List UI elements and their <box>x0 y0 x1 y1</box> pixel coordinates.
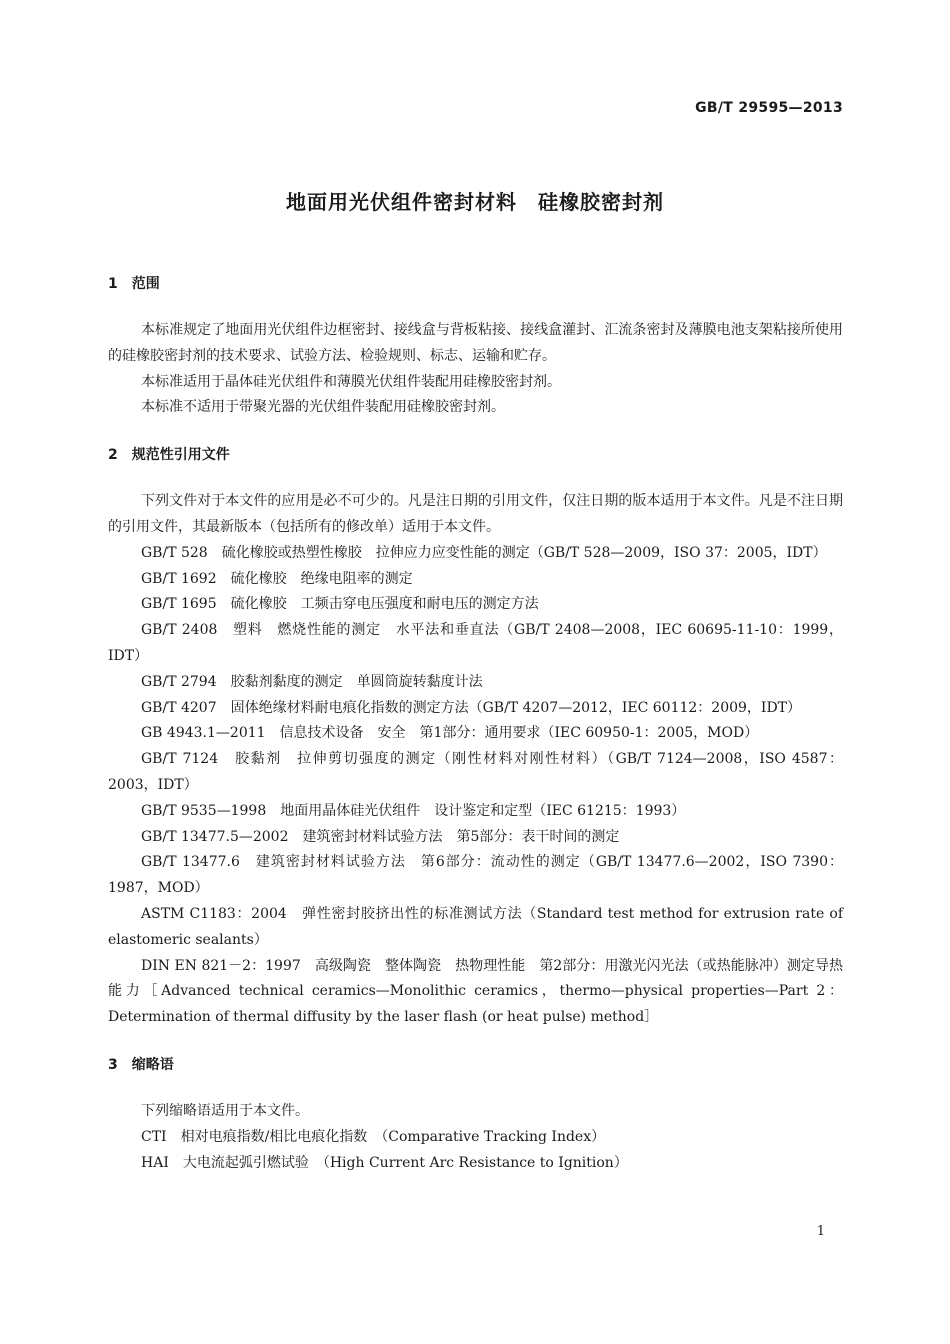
document-body <box>108 272 843 1176</box>
abbreviation-item: HAI 大电流起弧引燃试验 （High Current Arc Resistance to Ignition） <box>141 1154 628 1171</box>
reference-item: GB/T 1692 硫化橡胶 绝缘电阻率的测定 <box>141 570 413 587</box>
page-number: 1 <box>816 1224 825 1239</box>
reference-item: GB/T 4207 固体绝缘材料耐电痕化指数的测定方法（GB/T 4207—2012，IEC 60112：2009，IDT） <box>141 699 802 716</box>
reference-item: ASTM C1183：2004 弹性密封胶挤出性的标准测试方法（Standard test method for extrusion rate of elastomeric sealants） <box>108 905 843 948</box>
reference-item: DIN EN 821－2：1997 高级陶瓷 整体陶瓷 热物理性能 第2部分：用激光闪光法（或热能脉冲）测定导热能力［Advanced technical ceramics—Monolithic ceramics，thermo—physical properties—Part 2：Determination of thermal diffusity by the laser flash (or heat pulse) method］ <box>108 957 843 1026</box>
section-heading-abbreviations: 3 缩略语 <box>108 1056 174 1073</box>
document-title: 地面用光伏组件密封材料 硅橡胶密封剂 <box>286 190 664 214</box>
paragraph: 下列缩略语适用于本文件。 <box>141 1102 309 1119</box>
reference-item: GB/T 9535—1998 地面用晶体硅光伏组件 设计鉴定和定型（IEC 61215：1993） <box>141 802 686 819</box>
section-heading-normative-references: 2 规范性引用文件 <box>108 447 230 464</box>
standard-number: GB/T 29595—2013 <box>695 100 843 116</box>
reference-item: GB/T 7124 胶黏剂 拉伸剪切强度的测定（刚性材料对刚性材料）（GB/T 7124—2008，ISO 4587：2003，IDT） <box>108 751 843 793</box>
reference-item: GB/T 13477.5—2002 建筑密封材料试验方法 第5部分：表干时间的测定 <box>141 828 620 845</box>
reference-item: GB/T 2408 塑料 燃烧性能的测定 水平法和垂直法（GB/T 2408—2008，IEC 60695-11-10：1999，IDT） <box>108 622 843 664</box>
section-references-body <box>108 489 843 1031</box>
abbreviation-item: CTI 相对电痕指数/相比电痕化指数 （Comparative Tracking Index） <box>141 1128 606 1145</box>
paragraph: 本标准适用于晶体硅光伏组件和薄膜光伏组件装配用硅橡胶密封剂。 <box>141 373 561 390</box>
reference-item: GB/T 13477.6 建筑密封材料试验方法 第6部分：流动性的测定（GB/T 13477.6—2002，ISO 7390：1987，MOD） <box>108 854 843 897</box>
section-scope-body <box>108 318 843 421</box>
paragraph: 本标准不适用于带聚光器的光伏组件装配用硅橡胶密封剂。 <box>141 399 505 416</box>
paragraph: 下列文件对于本文件的应用是必不可少的。凡是注日期的引用文件，仅注日期的版本适用于本文件。凡是不注日期的引用文件，其最新版本（包括所有的修改单）适用于本文件。 <box>108 493 843 535</box>
section-abbreviations-body <box>108 1099 843 1176</box>
reference-item: GB/T 1695 硫化橡胶 工频击穿电压强度和耐电压的测定方法 <box>141 596 539 613</box>
reference-item: GB 4943.1—2011 信息技术设备 安全 第1部分：通用要求（IEC 60950-1：2005，MOD） <box>141 725 759 742</box>
reference-item: GB/T 528 硫化橡胶或热塑性橡胶 拉伸应力应变性能的测定（GB/T 528—2009，ISO 37：2005，IDT） <box>141 544 827 561</box>
reference-item: GB/T 2794 胶黏剂黏度的测定 单圆筒旋转黏度计法 <box>141 673 483 690</box>
paragraph: 本标准规定了地面用光伏组件边框密封、接线盒与背板粘接、接线盒灌封、汇流条密封及薄膜电池支架粘接所使用的硅橡胶密封剂的技术要求、试验方法、检验规则、标志、运输和贮存。 <box>108 322 843 364</box>
section-heading-scope: 1 范围 <box>108 276 160 292</box>
